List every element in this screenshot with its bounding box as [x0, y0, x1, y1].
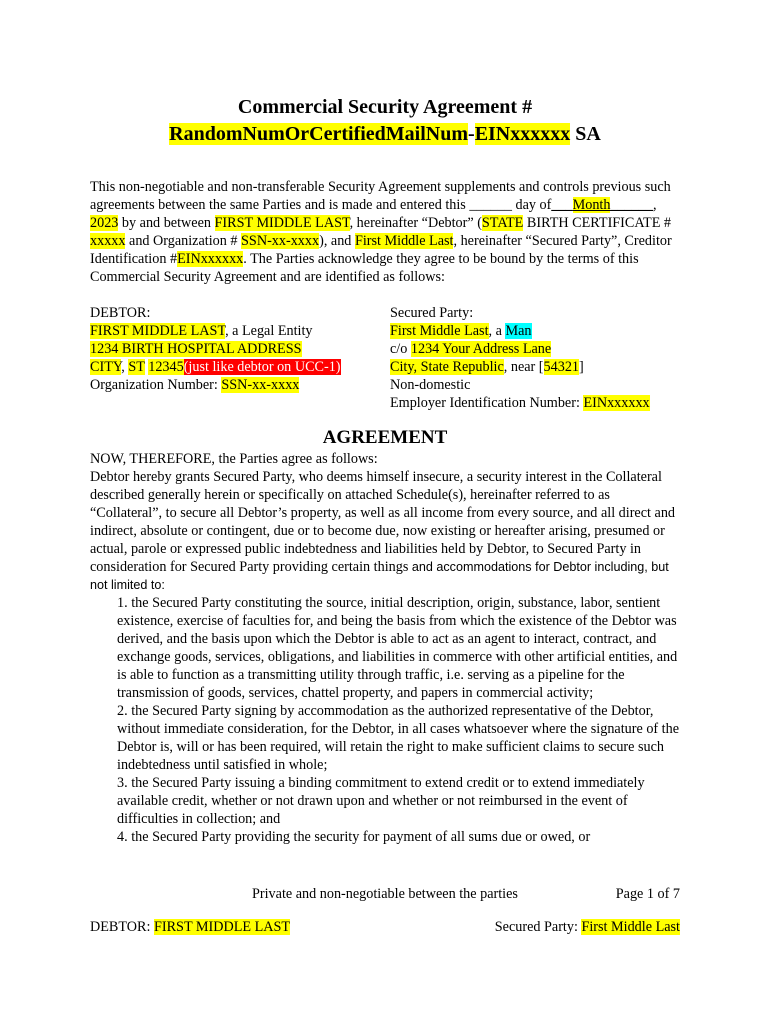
signature-line — [90, 919, 680, 936]
ssn-field: SSN-xx-xxxx — [241, 233, 320, 249]
title-line-2 — [90, 121, 680, 148]
secured-ein-label: Employer Identification Number: — [390, 395, 584, 411]
title-line-1: Commercial Security Agreement # — [237, 96, 533, 118]
secured-ein-line — [390, 394, 680, 412]
parties-block — [90, 304, 680, 412]
agreement-items — [90, 594, 680, 846]
secured-address-line — [390, 340, 680, 358]
document-title — [90, 94, 680, 148]
footer-debtor-name: FIRST MIDDLE LAST — [153, 919, 291, 935]
debtor-org-label: Organization Number: — [90, 377, 222, 393]
birth-cert-field: xxxxx — [90, 233, 126, 249]
debtor-state: ST — [128, 359, 145, 375]
footer-row — [90, 886, 680, 906]
secured-address: 1234 Your Address Lane — [410, 341, 552, 357]
title-dash: - — [468, 123, 475, 145]
secured-name: First Middle Last — [390, 323, 489, 339]
intro-text: , hereinafter “Secured Party”, Creditor Identification # — [90, 233, 672, 267]
title-random-num: RandomNumOrCertifiedMailNum — [169, 123, 469, 145]
debtor-org-line — [90, 376, 390, 394]
agreement-body — [90, 468, 680, 594]
page-footer — [90, 886, 680, 906]
debtor-name-line — [90, 322, 390, 340]
list-item: 4. the Secured Party providing the security for payment of all sums due or owed, or — [117, 829, 591, 845]
secured-city-line — [390, 358, 680, 376]
title-suffix: SA — [570, 123, 601, 145]
secured-ein-value: EINxxxxxx — [583, 395, 650, 411]
debtor-heading: DEBTOR: — [90, 305, 151, 321]
secured-name-line — [390, 322, 680, 340]
secured-zip: 54321 — [543, 359, 579, 375]
footer-secured — [495, 919, 680, 936]
secured-heading: Secured Party: — [390, 305, 474, 321]
list-item: 1. the Secured Party constituting the source, initial description, origin, substance, labor, sentient existence, exercise of faculties for, and being the basis from which the existence of the Debtor was derived, and the basis upon which the Debtor is able to act as an agent to interact, contract, and exchange goods, services, obligations, and liabilities in commerce with other artificial entities, and is able to function as a transmitting utility through traffic, i.e. serving as a pipeline for the transmission of goods, services, chattel property, and papers in commercial activity; — [117, 595, 678, 701]
debtor-city: CITY — [90, 359, 122, 375]
intro-text: , hereinafter “Debtor” ( — [349, 215, 482, 231]
footer-secured-name: First Middle Last — [581, 919, 680, 935]
intro-text: and Organization # — [125, 233, 242, 249]
intro-text: by and between — [118, 215, 215, 231]
footer-private-note: Private and non-negotiable between the parties — [252, 886, 518, 902]
ein-field: EINxxxxxx — [177, 251, 244, 267]
secured-text: ] — [579, 359, 584, 375]
secured-text: , a — [488, 323, 506, 339]
secured-nondomestic: Non-domestic — [390, 377, 471, 393]
secured-party-block — [390, 304, 680, 412]
debtor-zip: 12345 — [148, 359, 184, 375]
agreement-heading: AGREEMENT — [322, 427, 448, 448]
debtor-name: FIRST MIDDLE LAST — [90, 323, 226, 339]
debtor-org-value: SSN-xx-xxxx — [221, 377, 300, 393]
list-item: 2. the Secured Party signing by accommodation as the authorized representative of the Debtor, without immediate consideration, for the Debtor, in all cases whatsoever where the signature of the Debtor is, will or has been required, will retain the right to make sufficient claims to secure such indebtedness until satisfied in whole; — [117, 703, 680, 773]
debtor-block — [90, 304, 390, 412]
secured-text: , near [ — [503, 359, 544, 375]
debtor-address: 1234 BIRTH HOSPITAL ADDRESS — [90, 341, 302, 357]
secured-man: Man — [505, 323, 532, 339]
intro-text: ), and — [319, 233, 355, 249]
agreement-body-text-sans: and accommodations for Debtor including, but not limited to: — [90, 560, 669, 592]
intro-text: This non-negotiable and non-transferable Security Agreement supplements and controls previous such agreements between the same Parties and is made and entered this ______ day of — [90, 179, 671, 213]
intro-text: . The Parties acknowledge they agree to be bound by the terms of this Commercial Security Agreement and are identified as follows: — [90, 251, 639, 285]
footer-debtor — [90, 919, 290, 936]
blank-field: ______ — [610, 197, 654, 213]
debtor-address-line — [90, 340, 390, 358]
debtor-note: (just like debtor on UCC-1) — [183, 359, 341, 375]
debtor-entity: , a Legal Entity — [225, 323, 313, 339]
intro-text: , — [653, 197, 657, 213]
blank-field: ___ — [551, 197, 573, 213]
month-field: Month — [572, 197, 611, 213]
page-number: Page 1 of 7 — [615, 886, 680, 902]
title-ein: EINxxxxxx — [474, 123, 571, 145]
debtor-separator: , — [121, 359, 129, 375]
debtor-name-field: FIRST MIDDLE LAST — [214, 215, 350, 231]
agreement-now: NOW, THEREFORE, the Parties agree as follows: — [90, 451, 378, 467]
secured-co: c/o — [390, 341, 411, 357]
state-field: STATE — [481, 215, 524, 231]
year-field: 2023 — [90, 215, 119, 231]
debtor-city-line — [90, 358, 390, 376]
list-item: 3. the Secured Party issuing a binding commitment to extend credit or to extend immediately available credit, whether or not drawn upon and whether or not reimbursed in the event of difficulties in collection; and — [117, 775, 645, 827]
footer-debtor-label: DEBTOR: — [90, 919, 154, 935]
agreement-body-text: Debtor hereby grants Secured Party, who deems himself insecure, a security interest in the Collateral described generally herein or specifically on attached Schedule(s), hereinafter referred to as “Collateral”, to secure all Debtor’s property, as well as all income from every source, and all direct and indirect, absolute or contingent, due or to become due, now existing or hereafter arising, presumed or actual, parole or expressed public indebtedness and liabilities held by Debtor, to Secured Party in consideration for Secured Party providing certain things — [90, 469, 676, 575]
secured-name-field: First Middle Last — [354, 233, 454, 249]
secured-city: City, State Republic — [390, 359, 504, 375]
intro-paragraph — [90, 178, 680, 286]
intro-text: BIRTH CERTIFICATE # — [523, 215, 672, 231]
footer-secured-label: Secured Party: — [494, 919, 582, 935]
document-page — [90, 94, 680, 846]
